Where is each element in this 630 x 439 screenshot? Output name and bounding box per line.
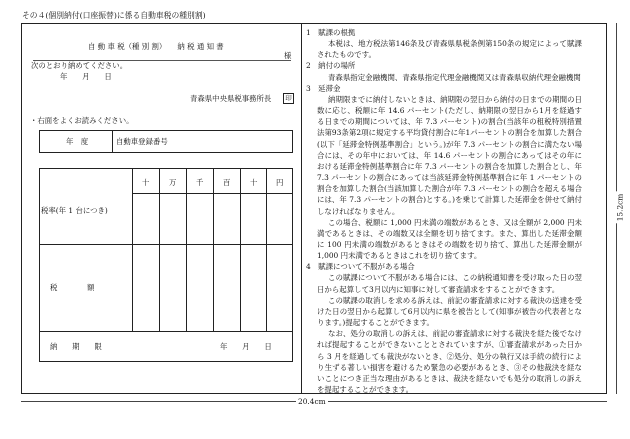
terms-line: 青森県指定金融機関、青森県指定代理金融機関又は青森県収納代理金融機関 (328, 72, 581, 82)
reading-note: ・右面をよくお読みください。 (30, 116, 134, 125)
deadline-date: 年 月 日 (220, 342, 272, 351)
digit-sep-4 (240, 168, 241, 331)
digit-header-hyaku: 百 (223, 178, 231, 187)
terms-line: この賦課の取消しを求める訴えは、前記の審査請求に対する裁決の送達を受けた日の翌日から起算して6月以内に県を被告として(知事が被告の代表者となります。)提起することができます。 (317, 295, 582, 328)
issuer-name: 青森県中央県税事務所長 (190, 94, 272, 103)
notice-title: 自 動 車 税（種 別 割） 納 税 通 知 書 (88, 42, 224, 51)
digit-header-ju: 十 (142, 178, 150, 187)
width-dimension-label: 20.4cm (298, 397, 326, 406)
digit-sep-3 (213, 168, 214, 331)
terms-line: 3 延滞金 (306, 83, 341, 93)
digit-header-sen: 千 (196, 178, 204, 187)
digit-sep-2 (186, 168, 187, 331)
center-divider (301, 23, 302, 394)
terms-line: 1 賦課の根拠 (306, 28, 356, 37)
issuer-seal: 印 (283, 93, 294, 104)
tax-rate-label: 税率(年 1 台につき) (41, 206, 108, 215)
digit-sep-5 (266, 168, 267, 331)
terms-line: なお、処分の取消しの訴えは、前記の審査請求に対する裁決を経た後でなければ提起することができないこととされていますが、①審査請求があった日から 3 月を経過しても裁決がないとき、②処分、処分の執行又は手続の続行により生ずる著しい損害を避けるため緊急の必要があるとき、③その他裁決を経ないことにつき正当な理由があるときは、裁決を経ないでも処分の取消しの訴えを提起することができます。 (317, 329, 582, 394)
tax-table-row-sep-1 (39, 244, 293, 245)
terms-line: 4 賦課について不服がある場合 (306, 262, 415, 272)
deadline-label: 納 期 限 (50, 342, 102, 351)
terms-line: 納期限までに納付しないときは、納期限の翌日から納付の日までの期間の日数に応じ、税額に年 14.6 パーセント(ただし、納期限の翌日から1月を経過する日までの期間については、年 7.3 パーセント)の割合(当該年の租税特別措置法第93条第2項に規定する平均貸付割合に年1パーセントの割合を加算した割合(以下「延滞金特例基準割合」という。)が年 7.3 パーセントの割合に満たない場合には、その年中においては、年 14.6 パーセントの割合にあってはその年における延滞金特例基準割合に年 7.3 パーセントの割合を加算した割合とし、年 7.3 パーセントの割合にあっては当該延滞金特例基準割合に年 1 パーセントの割合を加算した割合(当該加算した割合が年 7.3 パーセントの割合を超える場合には、年 7.3 パーセントの割合)とする。)を乗じて計算した延滞金を併せて納付しなければなりません。 (317, 94, 582, 216)
notify-line: 次のとおり納めてください。 (31, 61, 128, 70)
terms-line: この場合、税額に 1,000 円未満の端数があるとき、又は全額が 2,000 円未満であるときは、その端数又は全額を切り捨てます。また、算出した延滞金額に 100 円未満の端数があるときはその端数を切り捨て、算出した延滞金額が 1,000 円未満であるときはこれを切り捨てます。 (317, 217, 582, 261)
notice-terms (306, 27, 582, 395)
vehicle-reg-label: 自動車登録番号 (116, 137, 168, 146)
form-caption: その４(個別納付(口座振替)に係る自動車税の種別割) (22, 11, 206, 20)
digit-sep-1 (159, 168, 160, 331)
year-label: 年 度 (66, 137, 89, 146)
terms-line: この賦課について不服がある場合には、この納税通知書を受け取った日の翌日から起算して3月以内に知事に対して審査請求をすることができます。 (317, 273, 582, 294)
tax-table-row-sep-2 (39, 331, 293, 332)
digit-header-en: 円 (276, 178, 284, 187)
digit-header-man: 万 (169, 178, 177, 187)
issue-date: 年 月 日 (60, 72, 112, 81)
terms-line: 本税は、地方税法第146条及び青森県県税条例第150条の規定によって賦課されたものです。 (317, 39, 582, 60)
tax-table (39, 168, 293, 362)
addressee-sama: 様 (284, 51, 292, 60)
terms-line: 2 納付の場所 (306, 61, 356, 71)
year-vehicle-sep (112, 130, 113, 153)
height-dimension-label: 15.2cm (615, 193, 625, 222)
tax-amount-label: 税 額 (50, 283, 95, 292)
digit-header-ju-2: 十 (250, 178, 258, 187)
